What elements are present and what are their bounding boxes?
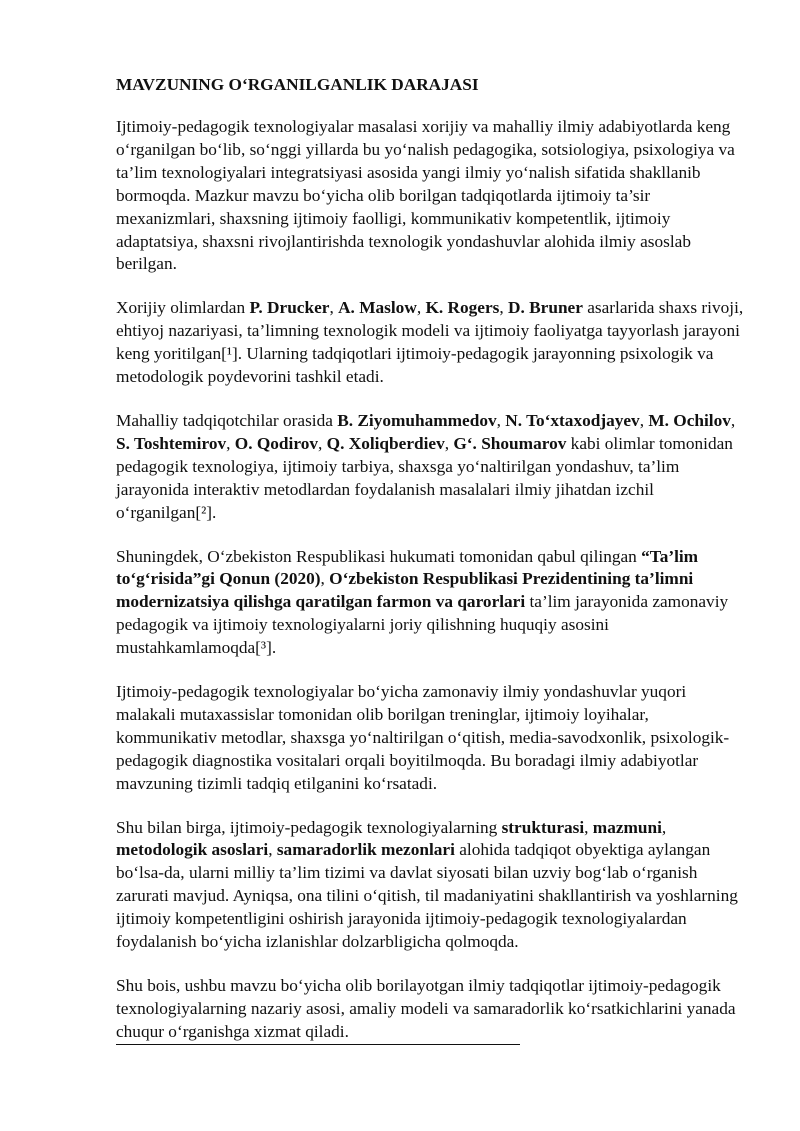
paragraph-modern-approaches: Ijtimoiy-pedagogik texnologiyalar bo‘yicha zamonaviy ilmiy yondashuvlar yuqori malakali mutaxassislar tomonidan olib borilgan treninglar, ijtimoiy loyihalar, kommunikativ metodlar, shaxsga yo‘naltirilgan o‘qitish, media-savodxonlik, psixologik-pedagogik diagnostika vositalari orqali boyitilmoqda. Bu boradagi ilmiy adabiyotlar mavzuning tizimli tadqiq etilganini ko‘rsatadi. (116, 682, 730, 793)
key-term: mazmuni (592, 817, 662, 837)
paragraph-foreign-scholars: Xorijiy olimlardan P. Drucker, A. Maslow, K. Rogers, D. Bruner asarlarida shaxs rivoji, ehtiyoj nazariyasi, ta’limning texnologik modeli va ijtimoiy faoliyatga tayyorlash jarayoni keng yoritilgan[¹]. Ularning tadqiqotlari ijtimoiy-pedagogik jarayonning psixologik va metodologik poydevorini tashkil etadi. (116, 298, 744, 387)
author-name: N. To‘xtaxodjayev (505, 410, 640, 430)
author-name: M. Ochilov (648, 410, 731, 430)
key-term: metodologik asoslari (116, 840, 269, 860)
paragraph-local-scholars: Mahalliy tadqiqotchilar orasida B. Ziyomuhammedov, N. To‘xtaxodjayev, M. Ochilov, S. Toshtemirov, O. Qodirov, Q. Xoliqberdiev, G‘. Shoumarov kabi olimlar tomonidan pedagogik texnologiya, ijtimoiy tarbiya, shaxsga yo‘naltirilgan yondashuv, ta’lim jarayonida interaktiv metodlardan foydalanish masalalari ilmiy jihatdan izchil o‘rganilgan[²]. (116, 410, 736, 522)
author-name: G‘. Shoumarov (453, 433, 567, 453)
paragraph-conclusion: Shu bois, ushbu mavzu bo‘yicha olib borilayotgan ilmiy tadqiqotlar ijtimoiy-pedagogik texnologiyalarning nazariy asosi, amaliy modeli va samaradorlik ko‘rsatkichlarini yanada chuqur o‘rganishga xizmat qiladi. (116, 976, 736, 1041)
decree-title: O‘zbekiston Respublikasi Prezidentining ta’limni modernizatsiya qilishga qaratilgan farmon va qarorlari (116, 569, 694, 612)
paragraph-overview: Ijtimoiy-pedagogik texnologiyalar masalasi xorijiy va mahalliy ilmiy adabiyotlarda keng o‘rganilgan bo‘lib, so‘nggi yillarda bu yo‘nalish pedagogika, sotsiologiya, psixologiya va ta’lim texnologiyalari integratsiyasi asosida yangi ilmiy yo‘nalish sifatida shakllanib bormoqda. Mazkur mavzu bo‘yicha olib borilgan tadqiqotlarda ijtimoiy ta’sir mexanizmlari, shaxsning ijtimoiy faolligi, kommunikativ kompetentlik, ijtimoiy adaptatsiya, shaxsni rivojlantirishda texnologik yondashuvlar alohida ilmiy asoslab berilgan. (116, 117, 735, 274)
paragraph-research-gaps: Shu bilan birga, ijtimoiy-pedagogik texnologiyalarning strukturasi, mazmuni, metodologik asoslari, samaradorlik mezonlari alohida tadqiqot obyektiga aylangan bo‘lsa-da, ularni milliy ta’lim tizimi va davlat siyosati bilan uzviy bog‘lab o‘rganish zarurati mavjud. Ayniqsa, ona tilini o‘qitish, til madaniyatini shakllantirish va yoshlarning ijtimoiy kompetentligini oshirish jarayonida ijtimoiy-pedagogik texnologiyalardan foydalanish bo‘yicha izlanishlar dolzarbligicha qolmoqda. (116, 817, 738, 952)
document-page (116, 72, 746, 1065)
author-name: B. Ziyomuhammedov (337, 410, 497, 430)
key-term: strukturasi (501, 817, 585, 837)
author-name: A. Maslow (338, 298, 417, 318)
law-title: “Ta’lim to‘g‘risida”gi Qonun (2020) (116, 546, 699, 589)
author-name: O. Qodirov (234, 433, 318, 453)
author-name: K. Rogers (425, 298, 500, 318)
author-name: Q. Xoliqberdiev (326, 433, 445, 453)
author-name: S. Toshtemirov (116, 433, 227, 453)
author-name: D. Bruner (508, 298, 583, 318)
author-name: P. Drucker (249, 298, 330, 318)
footnote-separator (116, 1044, 520, 1045)
section-heading: MAVZUNING O‘RGANILGANLIK DARAJASI (116, 75, 479, 94)
key-term: samaradorlik mezonlari (276, 840, 455, 860)
paragraph-legal-basis: Shuningdek, O‘zbekiston Respublikasi hukumati tomonidan qabul qilingan “Ta’lim to‘g‘risida”gi Qonun (2020), O‘zbekiston Respublikasi Prezidentining ta’limni modernizatsiya qilishga qaratilgan farmon va qarorlari ta’lim jarayonida zamonaviy pedagogik va ijtimoiy texnologiyalarni joriy qilishning huquqiy asosini mustahkamlamoqda[³]. (116, 546, 729, 658)
